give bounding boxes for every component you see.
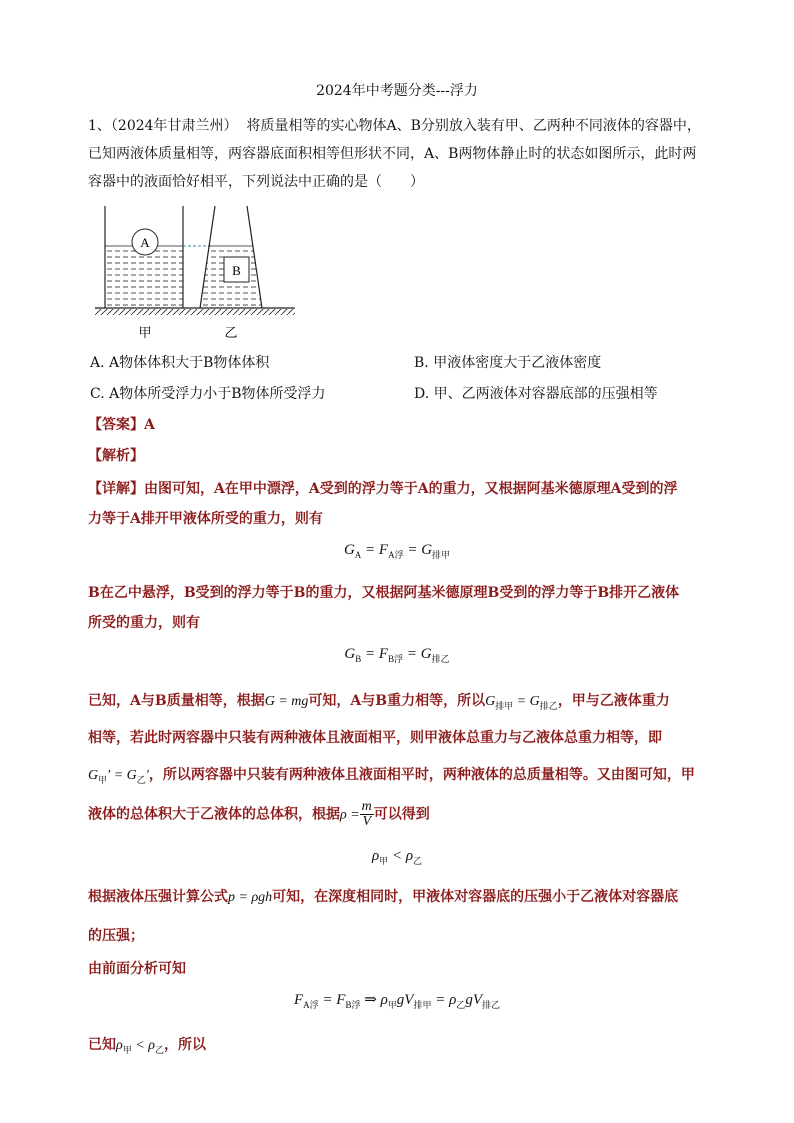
question-text: 将质量相等的实心物体A、B分别放入装有甲、乙两种不同液体的容器中，已知两液体质量相等，两容器底面积相等但形状不同，A、B两物体静止时的状态如图所示，此时两容器中的液面恰好相平，下列说法中正确的是（ ） — [88, 118, 701, 190]
option-c: C. A物体所受浮力小于B物体所受浮力 — [90, 386, 326, 402]
detail-p1-line2: 力等于A排开甲液体所受的重力，则有 — [88, 511, 323, 527]
option-d: D. 甲、乙两液体对容器底部的压强相等 — [414, 386, 658, 402]
object-a-label: A — [140, 235, 150, 250]
question-source: （2024年甘肃兰州） — [110, 118, 238, 134]
detail-p6: 液体的总体积大于乙液体的总体积，根据ρ = $\frac{m}{V}$ 可以得到 — [88, 799, 430, 829]
detail-p10: 已知$\rho_甲 < \rho_乙$，所以 — [88, 1037, 206, 1055]
label-jia: 甲 — [138, 325, 152, 340]
detail-p7: 根据液体压强计算公式p = ρgh可知，在深度相同时，甲液体对容器底的压强小于乙液体对容器底 — [88, 889, 679, 905]
detail-p4: 相等，若此时两容器中只装有两种液体且液面相平，则甲液体总重力与乙液体总重力相等，即 — [88, 730, 662, 746]
detail-p8: 的压强； — [88, 928, 144, 944]
question-1 — [88, 112, 708, 196]
fraction-m-over-v: $\frac{m}{V}$ — [361, 799, 372, 829]
page-title: 2024年中考题分类---浮力 — [316, 83, 478, 99]
label-yi: 乙 — [224, 325, 238, 340]
formula-4: $F_{A浮} = F_{B浮}$ ⇒ $\rho_甲gV_{排甲} = \rho_乙gV_{排乙}$ — [294, 992, 500, 1010]
question-number: 1、 — [88, 118, 111, 134]
option-a: A. A物体体积大于B物体体积 — [90, 355, 270, 371]
detail-p2-line2: 所受的重力，则有 — [88, 615, 200, 631]
detail-p9: 由前面分析可知 — [88, 961, 186, 977]
detail-p5: $G_甲' = G_乙'$，所以两容器中只装有两种液体且液面相平时，两种液体的总质量相等。又由图可知，甲 — [88, 767, 695, 785]
analysis-label: 【解析】 — [88, 448, 144, 464]
container-figure — [90, 200, 300, 345]
answer-label: 【答案】A — [88, 417, 155, 433]
detail-p2-line1: B在乙中悬浮，B受到的浮力等于B的重力，又根据阿基米德原理B受到的浮力等于B排开乙液体 — [88, 585, 680, 601]
option-b: B. 甲液体密度大于乙液体密度 — [414, 355, 602, 371]
detail-p1-line1: 【详解】由图可知，A在甲中漂浮，A受到的浮力等于A的重力，又根据阿基米德原理A受到的浮 — [88, 481, 678, 497]
formula-3: $\rho_甲 < \rho_乙$ — [371, 848, 423, 866]
formula-1: $G_A = F_{A浮} = G_{排甲}$ — [343, 542, 451, 560]
detail-p3: 已知，A与B质量相等，根据G = mg可知，A与B重力相等，所以$G_{排甲} = G_{排乙}$，甲与乙液体重力 — [88, 693, 670, 711]
object-b-label: B — [232, 263, 241, 278]
formula-2: $G_B = F_{B浮} = G_{排乙}$ — [344, 646, 450, 664]
